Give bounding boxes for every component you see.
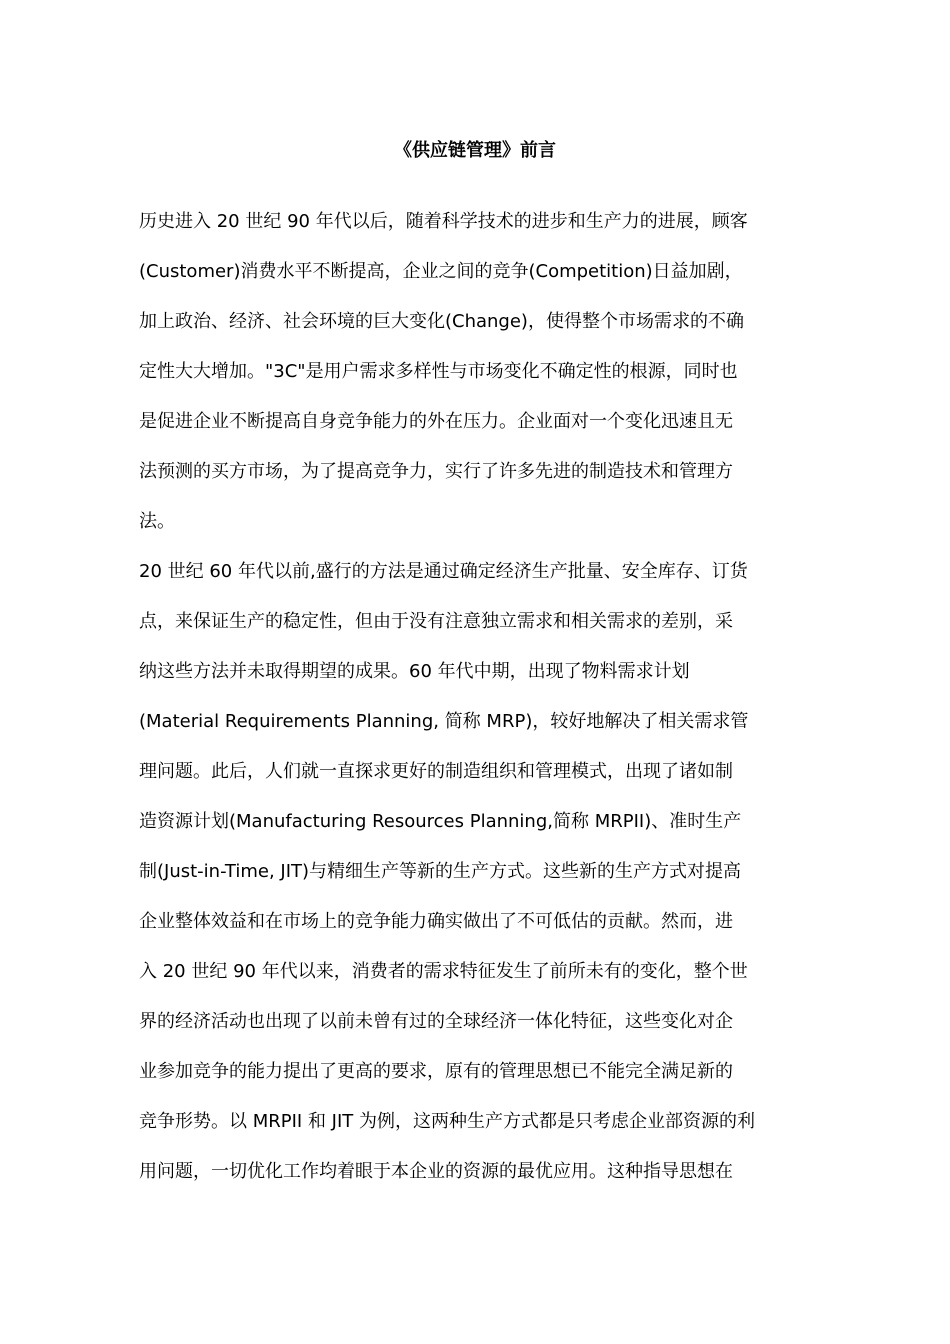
body-text-line: 竞争形势。以 MRPII 和 JIT 为例，这两种生产方式都是只考虑企业部资源的利 [139, 1111, 756, 1132]
body-text-line: 用问题，一切优化工作均着眼于本企业的资源的最优应用。这种指导思想在 [139, 1161, 733, 1182]
body-text-line: 点，来保证生产的稳定性，但由于没有注意独立需求和相关需求的差别，采 [139, 611, 733, 632]
body-text-line: 20 世纪 60 年代以前,盛行的方法是通过确定经济生产批量、安全库存、订货 [139, 561, 748, 582]
document-body [139, 200, 799, 1200]
body-text-line: 加上政治、经济、社会环境的巨大变化(Change)，使得整个市场需求的不确 [139, 311, 744, 332]
body-text-line: (Material Requirements Planning, 简称 MRP)，较好地解决了相关需求管 [139, 711, 749, 732]
body-text-line: 造资源计划(Manufacturing Resources Planning,简称 MRPII)、准时生产 [139, 811, 742, 832]
body-text-line: 纳这些方法并未取得期望的成果。60 年代中期，出现了物料需求计划 [139, 661, 690, 682]
document-title: 《供应链管理》前言 [394, 140, 556, 161]
body-text-line: 法预测的买方市场，为了提高竞争力，实行了许多先进的制造技术和管理方 [139, 461, 733, 482]
body-text-line: 制(Just-in-Time, JIT)与精细生产等新的生产方式。这些新的生产方式对提高 [139, 861, 742, 882]
body-text-line: 历史进入 20 世纪 90 年代以后，随着科学技术的进步和生产力的进展，顾客 [139, 211, 748, 232]
body-text-line: 定性大大增加。"3C"是用户需求多样性与市场变化不确定性的根源，同时也 [139, 361, 738, 382]
body-text-line: 是促进企业不断提高自身竞争能力的外在压力。企业面对一个变化迅速且无 [139, 411, 733, 432]
body-text-line: 界的经济活动也出现了以前未曾有过的全球经济一体化特征，这些变化对企 [139, 1011, 733, 1032]
body-text-line: 法。 [139, 511, 175, 532]
body-text-line: 业参加竞争的能力提出了更高的要求，原有的管理思想已不能完全满足新的 [139, 1061, 733, 1082]
body-text-line: 入 20 世纪 90 年代以来，消费者的需求特征发生了前所未有的变化，整个世 [139, 961, 748, 982]
body-text-line: 企业整体效益和在市场上的竞争能力确实做出了不可低估的贡献。然而，进 [139, 911, 733, 932]
body-text-line: 理问题。此后，人们就一直探求更好的制造组织和管理模式，出现了诸如制 [139, 761, 733, 782]
body-text-line: (Customer)消费水平不断提高，企业之间的竞争(Competition)日益加剧， [139, 261, 743, 282]
